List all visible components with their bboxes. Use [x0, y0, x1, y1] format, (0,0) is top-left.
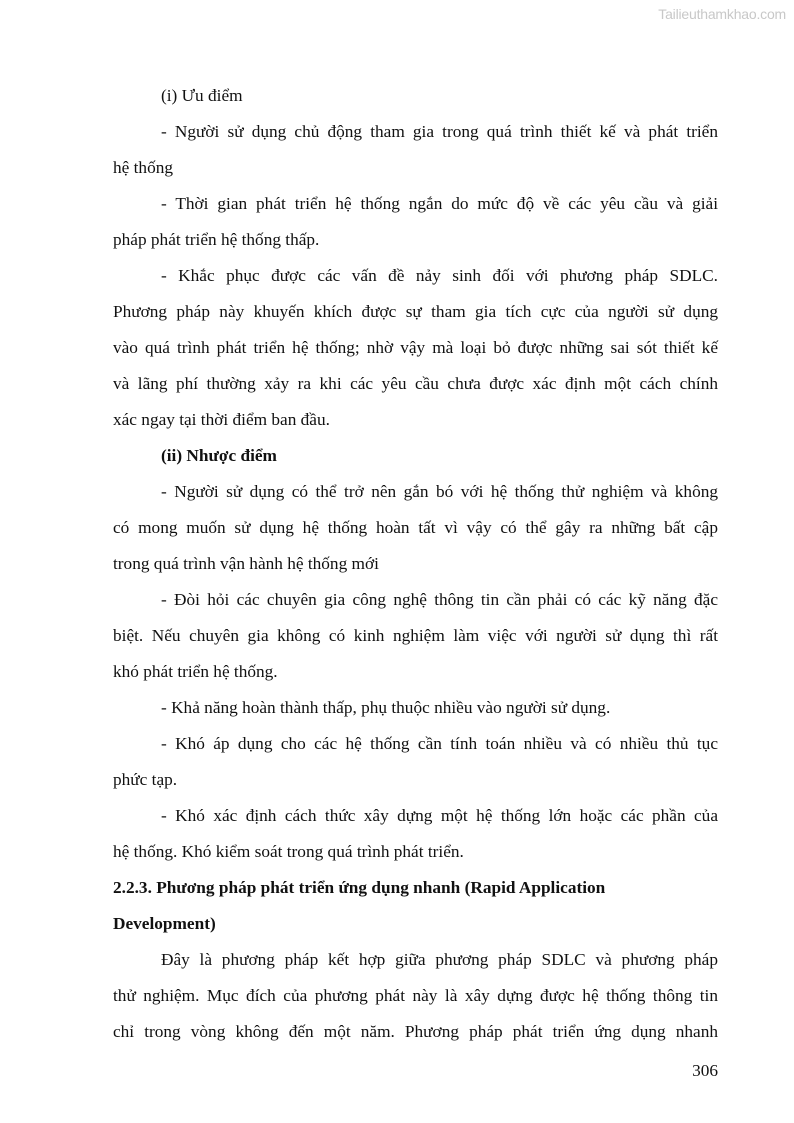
body-text-line: khó phát triển hệ thống.: [113, 662, 278, 681]
body-text-line: vào quá trình phát triển hệ thống; nhờ vậy mà loại bỏ được những sai sót thiết kế: [113, 338, 718, 357]
subheading-nhuoc-diem: (ii) Nhược điểm: [161, 446, 277, 465]
body-text-line: phức tạp.: [113, 770, 178, 789]
section-heading: 2.2.3. Phương pháp phát triển ứng dụng nhanh (Rapid Application: [113, 878, 606, 897]
body-text-line: - Khả năng hoàn thành thấp, phụ thuộc nhiều vào người sử dụng.: [161, 698, 611, 717]
body-text-line: xác ngay tại thời điểm ban đầu.: [113, 410, 330, 429]
body-text-line: - Đòi hỏi các chuyên gia công nghệ thông tin cần phải có các kỹ năng đặc: [161, 590, 718, 609]
body-text-line: - Khắc phục được các vấn đề nảy sinh đối với phương pháp SDLC.: [161, 266, 718, 285]
body-text-line: - Người sử dụng có thể trở nên gắn bó với hệ thống thử nghiệm và không: [161, 482, 718, 501]
watermark: Tailieuthamkhao.com: [658, 6, 786, 22]
body-text-line: - Khó xác định cách thức xây dựng một hệ thống lớn hoặc các phần của: [161, 806, 718, 825]
body-text-line: trong quá trình vận hành hệ thống mới: [113, 554, 379, 573]
body-text-line: - Khó áp dụng cho các hệ thống cần tính toán nhiều và có nhiều thủ tục: [161, 734, 718, 753]
body-text-line: - Thời gian phát triển hệ thống ngắn do mức độ về các yêu cầu và giải: [161, 194, 718, 213]
body-text-line: có mong muốn sử dụng hệ thống hoàn tất vì vậy có thể gây ra những bất cập: [113, 518, 718, 537]
body-text-line: - Người sử dụng chủ động tham gia trong quá trình thiết kế và phát triển: [161, 122, 718, 141]
body-text-line: hệ thống. Khó kiểm soát trong quá trình phát triển.: [113, 842, 464, 861]
body-text-line: pháp phát triển hệ thống thấp.: [113, 230, 320, 249]
subheading-uu-diem: (i) Ưu điểm: [161, 86, 243, 105]
body-text-line: thử nghiệm. Mục đích của phương phát này là xây dựng được hệ thống thông tin: [113, 986, 718, 1005]
section-heading: Development): [113, 914, 216, 933]
page-number: 306: [692, 1061, 718, 1080]
body-text-line: Đây là phương pháp kết hợp giữa phương pháp SDLC và phương pháp: [161, 950, 718, 969]
body-text-line: và lãng phí thường xảy ra khi các yêu cầu chưa được xác định một cách chính: [113, 374, 718, 393]
body-text-line: chỉ trong vòng không đến một năm. Phương pháp phát triển ứng dụng nhanh: [113, 1022, 718, 1041]
body-text-line: Phương pháp này khuyến khích được sự tham gia tích cực của người sử dụng: [113, 302, 718, 321]
body-text-line: hệ thống: [113, 158, 173, 177]
body-text-line: biệt. Nếu chuyên gia không có kinh nghiệm làm việc với người sử dụng thì rất: [113, 626, 718, 645]
